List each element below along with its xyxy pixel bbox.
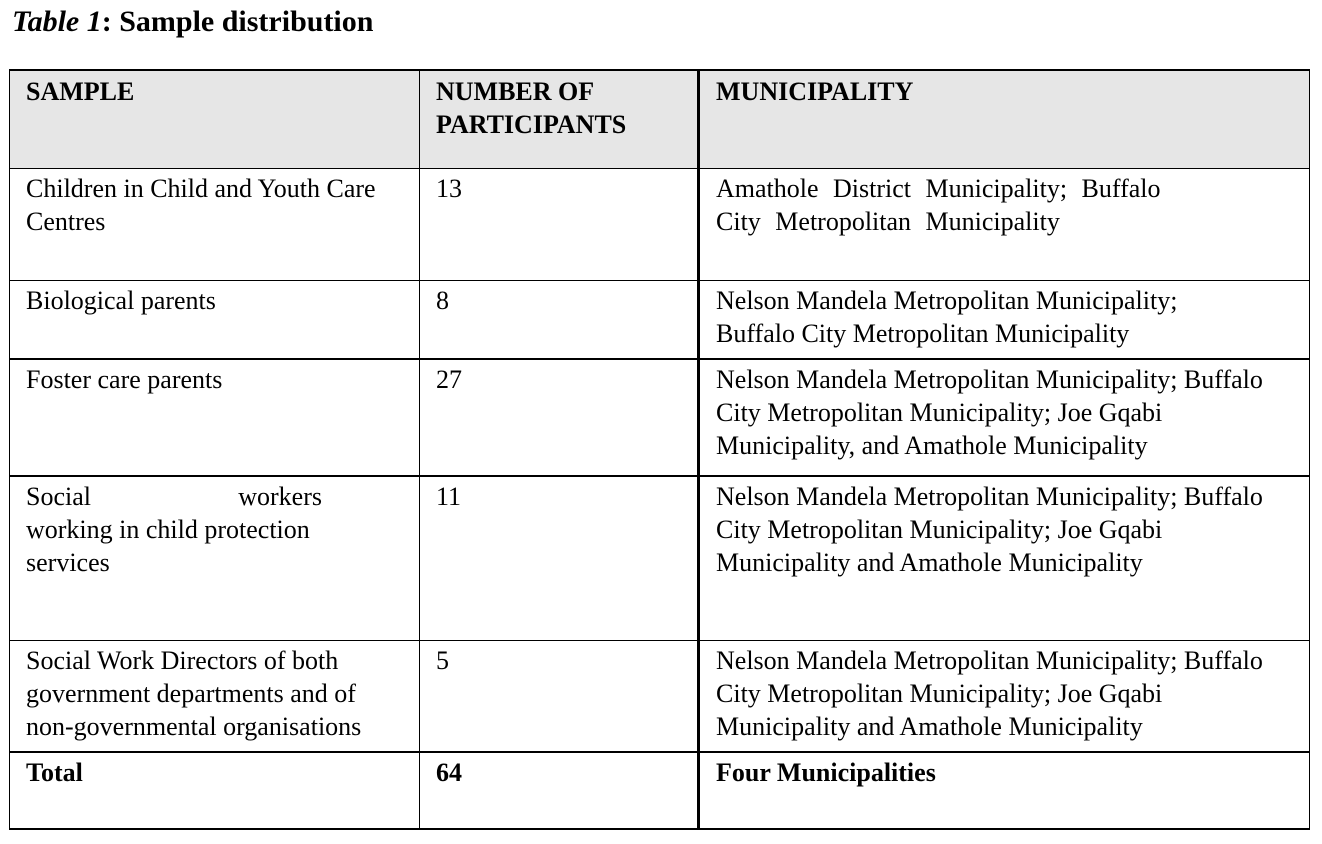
header-participants-line2: PARTICIPANTS <box>436 110 627 139</box>
cell-participants: 13 <box>420 168 699 280</box>
cell-total-label: Total <box>10 752 420 829</box>
cell-sample: Children in Child and Youth Care Centres <box>10 168 420 280</box>
table-row <box>10 280 1310 359</box>
cell-municipality: Nelson Mandela Metropolitan Municipality; Buffalo City Metropolitan Municipality; Joe Gqabi Municipality, and Amathole Municipality <box>699 359 1310 476</box>
cell-municipality: Nelson Mandela Metropolitan Municipality; Buffalo City Metropolitan Municipality; Joe Gqabi Municipality and Amathole Municipality <box>699 476 1310 640</box>
table-row <box>10 359 1310 476</box>
cell-municipality: Nelson Mandela Metropolitan Municipality; Buffalo City Metropolitan Municipality; Joe Gqabi Municipality and Amathole Municipality <box>699 640 1310 752</box>
cell-sample: Biological parents <box>10 280 420 359</box>
cell-participants: 5 <box>420 640 699 752</box>
caption-label: Table 1 <box>12 5 102 38</box>
table-total-row <box>10 752 1310 829</box>
cell-total-municipality: Four Municipalities <box>699 752 1310 829</box>
sample-distribution-table <box>9 69 1310 830</box>
cell-participants: 11 <box>420 476 699 640</box>
caption-text: : Sample distribution <box>101 5 374 38</box>
cell-sample <box>10 476 420 640</box>
table-row <box>10 168 1310 280</box>
cell-municipality: Nelson Mandela Metropolitan Municipality; Buffalo City Metropolitan Municipality <box>699 280 1310 359</box>
cell-participants: 27 <box>420 359 699 476</box>
table-header-row <box>10 70 1310 168</box>
header-participants <box>420 70 699 168</box>
table-caption <box>12 4 373 40</box>
header-participants-line1: NUMBER OF <box>436 77 595 106</box>
cell-sample-line1: Social workers <box>26 482 322 511</box>
cell-participants: 8 <box>420 280 699 359</box>
cell-sample-rest: working in child protection services <box>26 515 310 577</box>
cell-sample: Social Work Directors of both government departments and of non-governmental organisations <box>10 640 420 752</box>
cell-municipality: Amathole District Municipality; Buffalo City Metropolitan Municipality <box>699 168 1310 280</box>
header-municipality: MUNICIPALITY <box>699 70 1310 168</box>
cell-sample: Foster care parents <box>10 359 420 476</box>
header-sample: SAMPLE <box>10 70 420 168</box>
cell-total-participants: 64 <box>420 752 699 829</box>
table-row <box>10 476 1310 640</box>
table-row <box>10 640 1310 752</box>
